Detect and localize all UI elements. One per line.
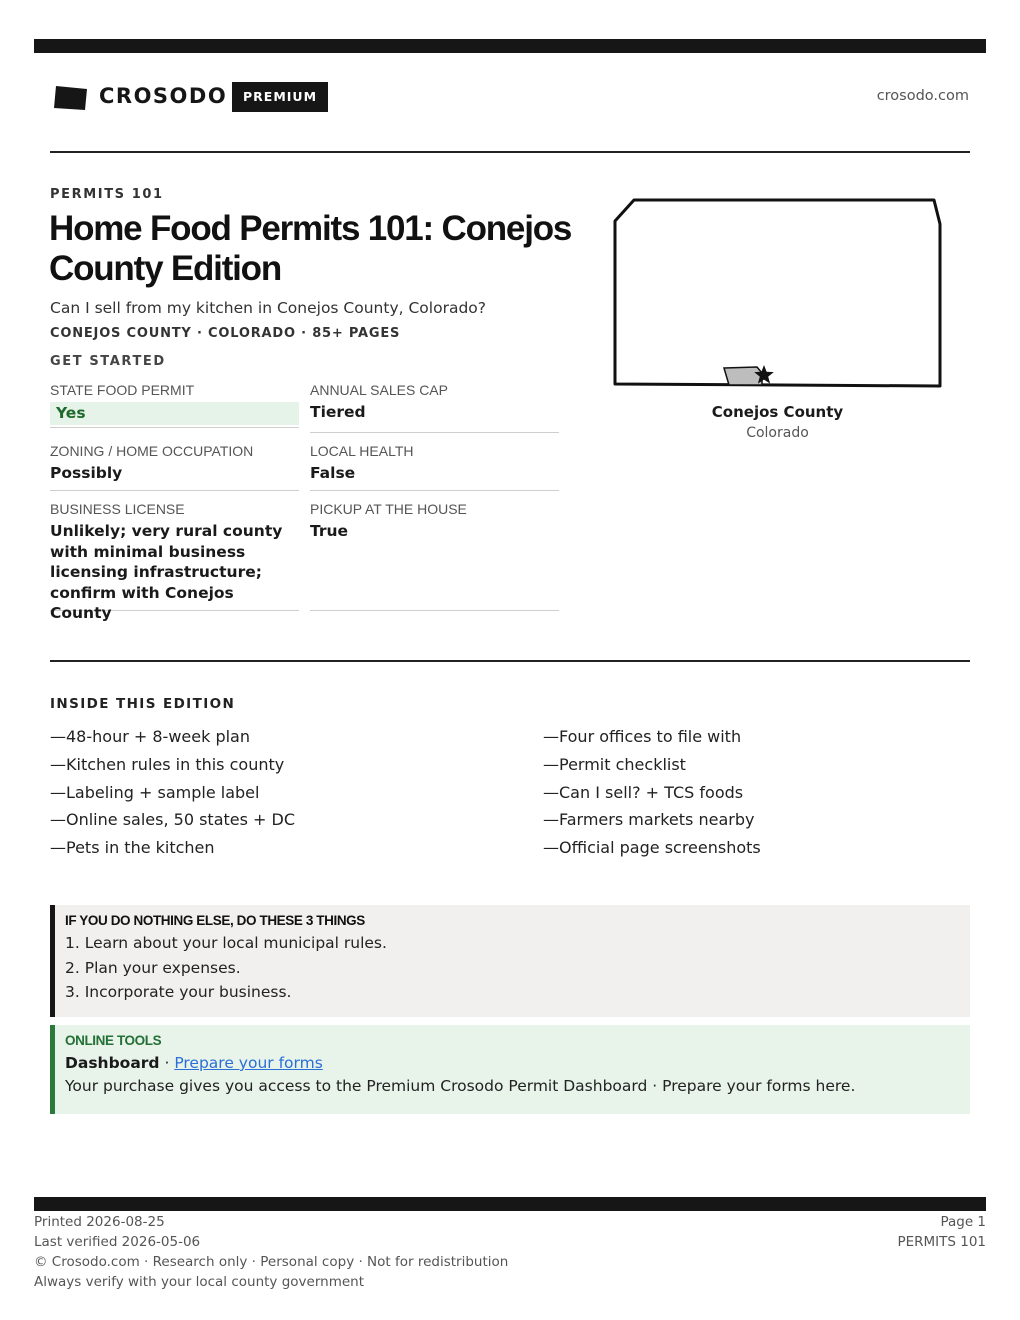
fact-label: ZONING / HOME OCCUPATION [50, 443, 254, 459]
list-item: —48-hour + 8-week plan [50, 727, 250, 746]
list-item: —Official page screenshots [543, 838, 761, 858]
list-item: —Labeling + sample label [50, 782, 260, 802]
fact-value: Unlikely; very rural county with minimal business licensing infrastructure; confirm with Conejos County [50, 522, 283, 622]
list-item: —Online sales, 50 states + DC [50, 810, 296, 830]
fact-zoning [50, 443, 299, 491]
top-bar [34, 39, 986, 53]
fact-value: Possibly [50, 464, 123, 482]
callout-list [65, 931, 960, 1005]
county-highlight [724, 367, 762, 385]
fact-value: True [310, 522, 349, 540]
fact-label: STATE FOOD PERMIT [50, 382, 195, 398]
edition-meta: CONEJOS COUNTY · COLORADO · 85+ PAGES [50, 326, 401, 341]
prepare-forms-link[interactable]: Prepare your forms [174, 1054, 323, 1072]
map-county-label: Conejos County [711, 403, 844, 421]
fact-state-food-permit [50, 382, 299, 428]
list-item: —Four offices to file with [543, 727, 742, 746]
state-outline [615, 200, 940, 386]
tools-heading: ONLINE TOOLS [65, 1033, 162, 1048]
dashboard-label: Dashboard [65, 1054, 160, 1072]
tools-links [65, 1054, 960, 1072]
callout-heading: IF YOU DO NOTHING ELSE, DO THESE 3 THINGS [65, 913, 365, 928]
page-number: Page 1 [940, 1214, 986, 1230]
list-item: —Permit checklist [543, 754, 686, 774]
bottom-bar [34, 1197, 986, 1211]
footer-right [897, 1212, 986, 1252]
list-item: —Pets in the kitchen [50, 838, 215, 858]
online-tools-panel [50, 1025, 970, 1114]
disclaimer: Always verify with your local county government [34, 1274, 364, 1290]
fact-local-health [310, 443, 559, 491]
list-item: —Can I sell? + TCS foods [543, 782, 744, 802]
contents-list-right [543, 723, 761, 862]
contents-list-left [50, 723, 295, 862]
footer-left [34, 1212, 508, 1292]
copyright: © Crosodo.com · Research only · Personal copy · Not for redistribution [34, 1254, 509, 1270]
premium-badge: PREMIUM [232, 82, 328, 112]
tools-description: Your purchase gives you access to the Premium Crosodo Permit Dashboard · Prepare your forms here. [65, 1077, 856, 1095]
header [50, 80, 970, 116]
brand-name[interactable]: CROSODO [99, 84, 228, 108]
inside-heading: INSIDE THIS EDITION [50, 696, 236, 712]
page-title: Home Food Permits 101: Conejos County Edition [49, 209, 572, 288]
kicker: PERMITS 101 [50, 187, 164, 202]
separator: · [159, 1054, 175, 1072]
map-state-label: Colorado [746, 425, 809, 441]
fact-label: LOCAL HEALTH [310, 443, 414, 459]
list-item: 2. Plan your expenses. [65, 958, 241, 977]
fact-value: Yes [50, 402, 299, 425]
header-divider [50, 151, 970, 153]
footer-section: PERMITS 101 [897, 1234, 986, 1250]
list-item: —Kitchen rules in this county [50, 754, 285, 774]
subtitle: Can I sell from my kitchen in Conejos County, Colorado? [50, 299, 486, 317]
printed-date: Printed 2026-08-25 [34, 1214, 165, 1230]
list-item: —Farmers markets nearby [543, 810, 755, 830]
get-started-heading: GET STARTED [50, 354, 166, 369]
fact-pickup [310, 501, 559, 611]
list-item: 1. Learn about your local municipal rules. [65, 934, 387, 952]
fact-label: BUSINESS LICENSE [50, 501, 185, 517]
state-map [612, 197, 944, 392]
fact-value: Tiered [310, 403, 366, 421]
fact-label: ANNUAL SALES CAP [310, 382, 448, 398]
fact-business-license [50, 501, 299, 622]
section-divider [50, 660, 970, 662]
fact-label: PICKUP AT THE HOUSE [310, 501, 467, 517]
site-url[interactable]: crosodo.com [876, 88, 969, 104]
three-things-callout [50, 905, 970, 1017]
logo-icon [54, 85, 88, 111]
fact-value: False [310, 464, 356, 482]
verified-date: Last verified 2026-05-06 [34, 1234, 201, 1250]
fact-annual-sales-cap [310, 382, 559, 433]
list-item: 3. Incorporate your business. [65, 983, 292, 1001]
